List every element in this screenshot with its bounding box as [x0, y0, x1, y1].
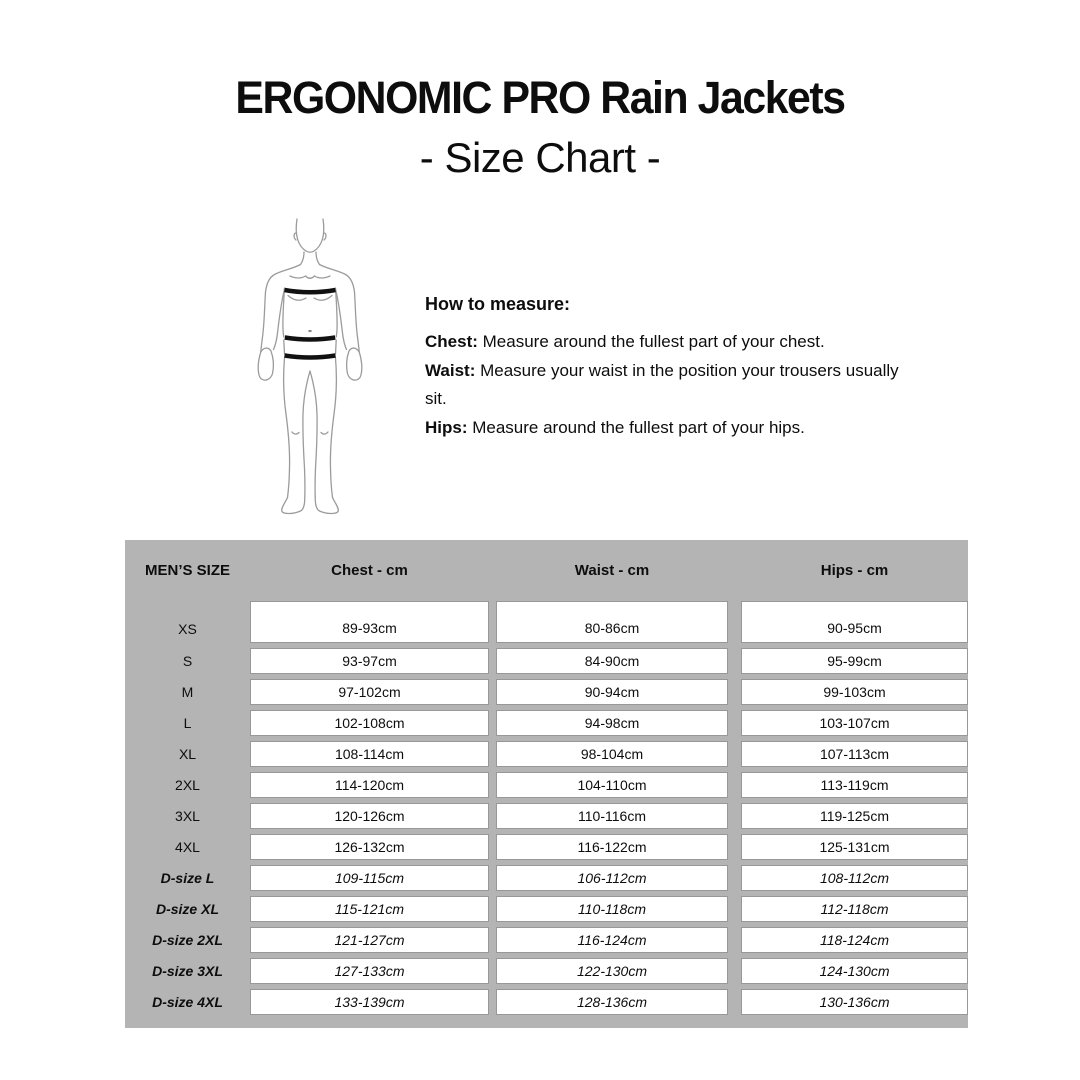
- measure-instruction: [425, 357, 925, 414]
- page-header: [0, 72, 1080, 182]
- size-label: D-size 4XL: [152, 994, 223, 1010]
- table-row: [125, 710, 968, 736]
- hips-value-cell: 95-99cm: [741, 648, 968, 674]
- waist-value-cell: 106-112cm: [496, 865, 728, 891]
- sternum-notch: [306, 276, 315, 278]
- measure-text: Measure your waist in the position your trousers usually sit.: [425, 360, 899, 408]
- hips-value-cell: 125-131cm: [741, 834, 968, 860]
- size-label: L: [183, 715, 192, 731]
- waist-value-cell: 84-90cm: [496, 648, 728, 674]
- arm-outer-right: [355, 292, 360, 352]
- column-header-mens-size: MEN’S SIZE: [144, 562, 230, 579]
- measurement-bands: [285, 290, 336, 358]
- chest-value-cell: 102-108cm: [250, 710, 489, 736]
- chest-value-cell: 114-120cm: [250, 772, 489, 798]
- chest-band-marker: [285, 290, 336, 292]
- size-chart-table: [125, 540, 968, 1028]
- hips-value-cell: 112-118cm: [741, 896, 968, 922]
- chest-value-cell: 89-93cm: [250, 601, 489, 643]
- waist-value-cell: 80-86cm: [496, 601, 728, 643]
- pec-left: [288, 296, 306, 301]
- waist-value-cell: 94-98cm: [496, 710, 728, 736]
- leg-inner-left: [303, 371, 310, 498]
- leg-outer-left: [284, 358, 290, 498]
- waist-value-cell: 90-94cm: [496, 679, 728, 705]
- navel: [308, 330, 312, 332]
- table-row: [125, 772, 968, 798]
- chest-value-cell: 108-114cm: [250, 741, 489, 767]
- table-row: [125, 679, 968, 705]
- hips-value-cell: 107-113cm: [741, 741, 968, 767]
- hips-value-cell: 118-124cm: [741, 927, 968, 953]
- right-ear: [324, 233, 326, 240]
- hand-left: [258, 348, 273, 380]
- waist-value-cell: 110-116cm: [496, 803, 728, 829]
- waist-value-cell: 116-122cm: [496, 834, 728, 860]
- chest-value-cell: 126-132cm: [250, 834, 489, 860]
- waist-value-cell: 128-136cm: [496, 989, 728, 1015]
- foot-right: [315, 498, 338, 514]
- table-row: [125, 834, 968, 860]
- waist-value-cell: 122-130cm: [496, 958, 728, 984]
- table-row: [125, 601, 968, 643]
- column-header-waist: Waist - cm: [574, 562, 650, 579]
- foot-left: [282, 498, 305, 514]
- waist-band-marker: [285, 338, 335, 340]
- collarbone-right: [315, 276, 331, 278]
- table-row: [125, 896, 968, 922]
- measure-text: Measure around the fullest part of your hips.: [467, 417, 805, 437]
- head-outline: [296, 219, 324, 252]
- size-label: 4XL: [175, 839, 200, 855]
- chest-value-cell: 93-97cm: [250, 648, 489, 674]
- table-row: [125, 648, 968, 674]
- size-label: D-size L: [160, 870, 215, 886]
- hips-value-cell: 103-107cm: [741, 710, 968, 736]
- page-title: ERGONOMIC PRO Rain Jackets: [235, 72, 845, 123]
- table-row: [125, 958, 968, 984]
- size-label: D-size 2XL: [152, 932, 223, 948]
- waist-value-cell: 98-104cm: [496, 741, 728, 767]
- body-outline: [258, 219, 362, 514]
- table-row: [125, 803, 968, 829]
- size-label: D-size XL: [155, 901, 219, 917]
- waist-value-cell: 110-118cm: [496, 896, 728, 922]
- size-label: XL: [178, 746, 197, 762]
- left-ear: [294, 233, 296, 240]
- size-label: 2XL: [175, 777, 200, 793]
- chest-value-cell: 120-126cm: [250, 803, 489, 829]
- chest-value-cell: 127-133cm: [250, 958, 489, 984]
- waist-value-cell: 104-110cm: [496, 772, 728, 798]
- hips-band-marker: [285, 356, 336, 358]
- size-label: XS: [178, 621, 197, 637]
- chest-value-cell: 133-139cm: [250, 989, 489, 1015]
- hips-value-cell: 99-103cm: [741, 679, 968, 705]
- measure-text: Measure around the fullest part of your chest.: [477, 332, 825, 351]
- knee-right: [321, 432, 328, 434]
- table-row: [125, 989, 968, 1015]
- size-label: 3XL: [175, 808, 200, 824]
- arm-outer-left: [261, 292, 266, 352]
- table-row: [125, 865, 968, 891]
- chest-value-cell: 109-115cm: [250, 865, 489, 891]
- measure-label: Chest:: [425, 332, 478, 351]
- size-label: D-size 3XL: [152, 963, 223, 979]
- male-body-outline-illustration: [238, 200, 382, 520]
- hips-value-cell: 119-125cm: [741, 803, 968, 829]
- table-body: [125, 601, 968, 1015]
- neck-right: [316, 252, 320, 265]
- measure-instruction: [425, 414, 925, 443]
- hips-value-cell: 130-136cm: [741, 989, 968, 1015]
- measure-label: Hips:: [425, 417, 468, 437]
- collarbone-left: [290, 276, 306, 278]
- pec-right: [314, 296, 332, 301]
- leg-outer-right: [330, 358, 336, 498]
- leg-inner-right: [310, 371, 317, 498]
- hips-value-cell: 124-130cm: [741, 958, 968, 984]
- size-label: S: [182, 653, 193, 669]
- hip-side-right: [336, 340, 337, 354]
- table-row: [125, 927, 968, 953]
- size-label: M: [181, 684, 194, 700]
- waist-value-cell: 116-124cm: [496, 927, 728, 953]
- page-subtitle: - Size Chart -: [419, 134, 661, 181]
- table-row: [125, 741, 968, 767]
- neck-left: [301, 252, 305, 265]
- hips-value-cell: 90-95cm: [741, 601, 968, 643]
- table-header-row: [125, 540, 968, 601]
- chest-value-cell: 121-127cm: [250, 927, 489, 953]
- hips-value-cell: 113-119cm: [741, 772, 968, 798]
- knee-left: [292, 432, 299, 434]
- hips-value-cell: 108-112cm: [741, 865, 968, 891]
- measure-label: Waist:: [425, 360, 476, 380]
- column-header-hips: Hips - cm: [820, 562, 889, 579]
- measure-instruction: [425, 328, 925, 357]
- how-to-measure-heading: How to measure:: [425, 294, 571, 314]
- chest-value-cell: 115-121cm: [250, 896, 489, 922]
- how-to-measure-section: [425, 294, 925, 442]
- chest-value-cell: 97-102cm: [250, 679, 489, 705]
- how-to-measure-list: [425, 328, 925, 442]
- hand-right: [347, 348, 362, 380]
- hip-side-left: [284, 340, 285, 354]
- column-header-chest: Chest - cm: [331, 562, 408, 579]
